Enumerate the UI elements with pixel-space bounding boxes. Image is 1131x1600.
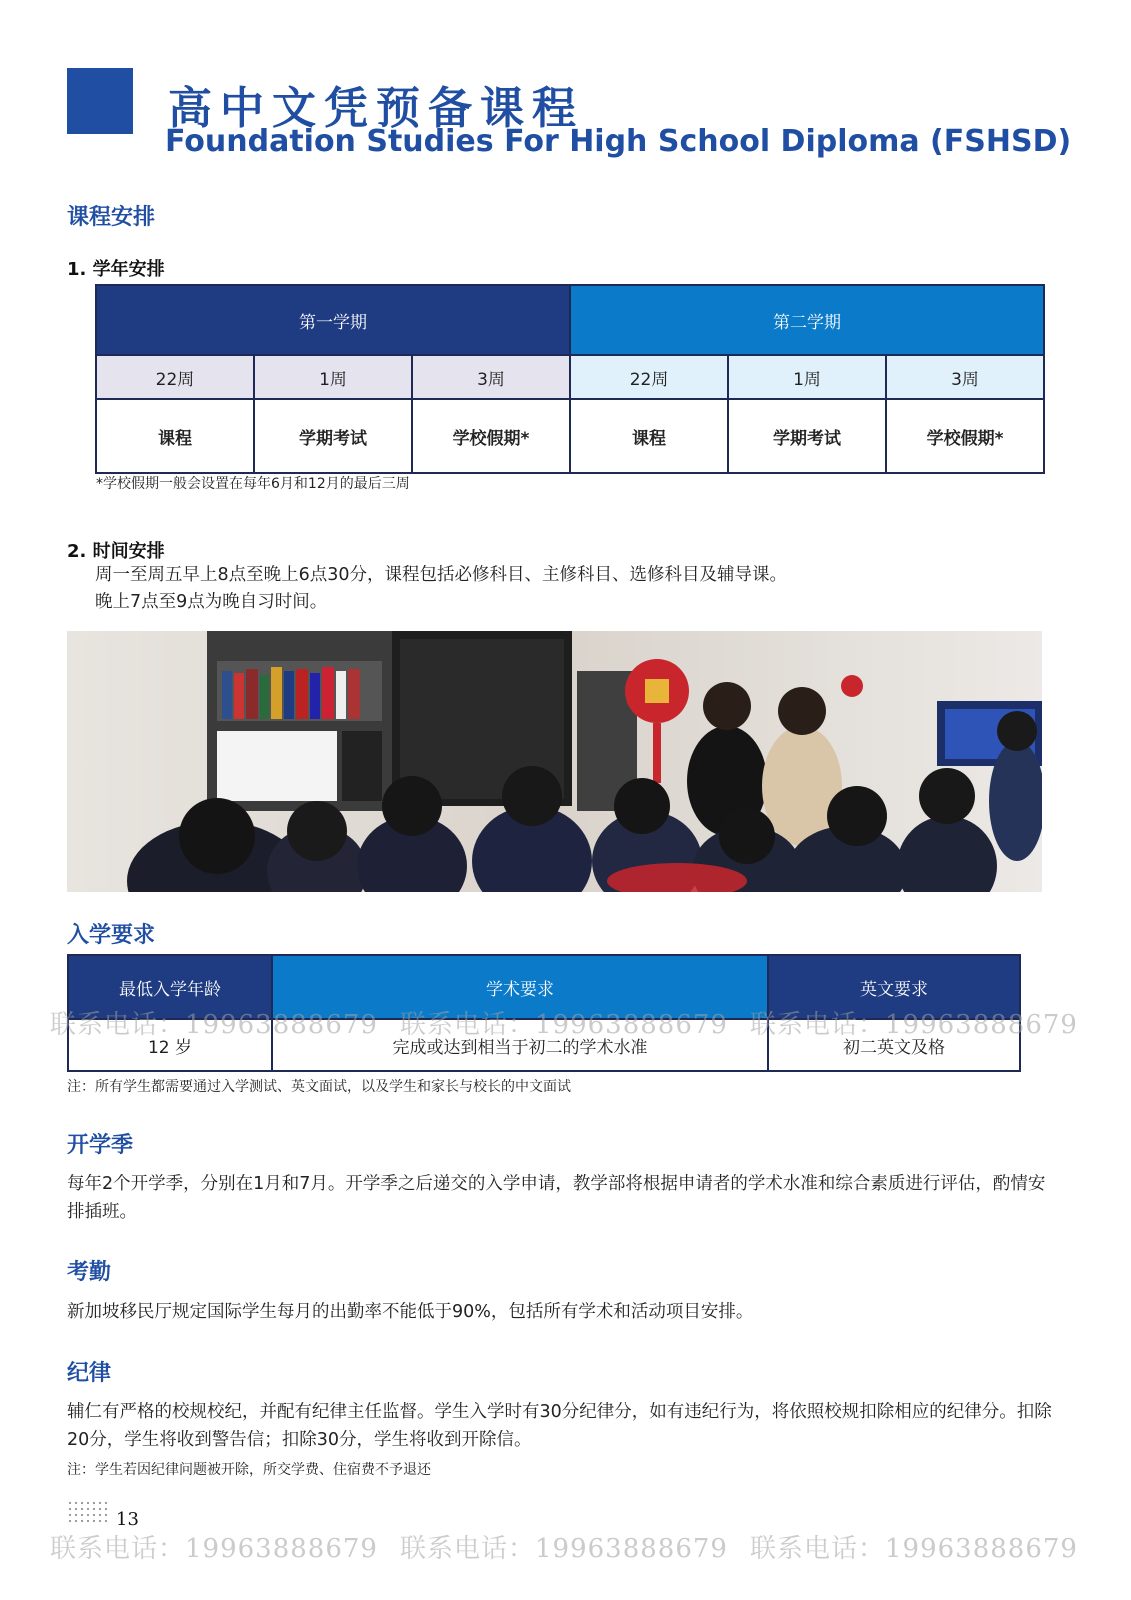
admission-note: 注：所有学生都需要通过入学测试、英文面试，以及学生和家长与校长的中文面试 — [67, 1079, 571, 1095]
term1-header: 第一学期 — [96, 285, 570, 355]
admission-header-english: 英文要求 — [768, 955, 1020, 1019]
page-title-en: Foundation Studies For High School Diploma (FSHSD) — [165, 124, 1072, 159]
term2-header: 第二学期 — [570, 285, 1044, 355]
admission-value-age: 12 岁 — [68, 1019, 272, 1071]
weeks-cell: 1周 — [254, 355, 412, 399]
watermark: 联系电话：19963888679 — [50, 1010, 378, 1040]
time-line-1: 周一至周五早上8点至晚上6点30分，课程包括必修科目、主修科目、选修科目及辅导课。 — [95, 565, 788, 585]
holiday-footnote: *学校假期一般会设置在每年6月和12月的最后三周 — [96, 476, 410, 492]
weeks-cell: 3周 — [886, 355, 1044, 399]
activity-cell: 学校假期* — [412, 399, 570, 473]
subsection-time-heading: 2. 时间安排 — [67, 541, 165, 562]
intake-text: 每年2个开学季，分别在1月和7月。开学季之后递交的入学申请，教学部将根据申请者的学术水准和综合素质进行评估，酌情安排插班。 — [67, 1174, 1046, 1222]
page-number: 13 — [116, 1509, 139, 1530]
watermark: 联系电话：19963888679 — [50, 1534, 378, 1564]
watermark: 联系电话：19963888679 — [750, 1010, 1078, 1040]
classroom-photo-illustration — [67, 631, 1042, 892]
header-logo-block — [67, 68, 133, 134]
activity-cell: 学期考试 — [254, 399, 412, 473]
activity-cell: 学校假期* — [886, 399, 1044, 473]
activity-cell: 学期考试 — [728, 399, 886, 473]
watermark: 联系电话：19963888679 — [750, 1534, 1078, 1564]
weeks-cell: 22周 — [96, 355, 254, 399]
discipline-note: 注：学生若因纪律问题被开除，所交学费、住宿费不予退还 — [67, 1462, 431, 1478]
footer-dot-pattern — [67, 1500, 107, 1526]
watermark: 联系电话：19963888679 — [400, 1534, 728, 1564]
weeks-cell: 1周 — [728, 355, 886, 399]
page-title-cn: 高中文凭预备课程 — [168, 83, 584, 134]
time-line-2: 晚上7点至9点为晚自习时间。 — [95, 592, 328, 612]
watermark: 联系电话：19963888679 — [400, 1010, 728, 1040]
section-title-discipline: 纪律 — [67, 1361, 112, 1386]
admission-value-academic: 完成或达到相当于初二的学术水准 — [272, 1019, 768, 1071]
section-title-attendance: 考勤 — [67, 1260, 112, 1285]
admission-header-academic: 学术要求 — [272, 955, 768, 1019]
section-title-schedule: 课程安排 — [67, 205, 156, 230]
section-title-admission: 入学要求 — [67, 923, 156, 948]
weeks-cell: 3周 — [412, 355, 570, 399]
section-title-intake: 开学季 — [67, 1133, 134, 1158]
activity-cell: 课程 — [570, 399, 728, 473]
attendance-text: 新加坡移民厅规定国际学生每月的出勤率不能低于90%，包括所有学术和活动项目安排。 — [67, 1302, 754, 1322]
subsection-year-heading: 1. 学年安排 — [67, 259, 165, 280]
weeks-cell: 22周 — [570, 355, 728, 399]
classroom-photo — [67, 631, 1042, 892]
activity-cell: 课程 — [96, 399, 254, 473]
admission-value-english: 初二英文及格 — [768, 1019, 1020, 1071]
admission-header-age: 最低入学年龄 — [68, 955, 272, 1019]
discipline-text: 辅仁有严格的校规校纪，并配有纪律主任监督。学生入学时有30分纪律分，如有违纪行为，将依照校规扣除相应的纪律分。扣除20分，学生将收到警告信；扣除30分，学生将收到开除信。 — [67, 1402, 1052, 1450]
academic-year-table — [95, 284, 1045, 474]
